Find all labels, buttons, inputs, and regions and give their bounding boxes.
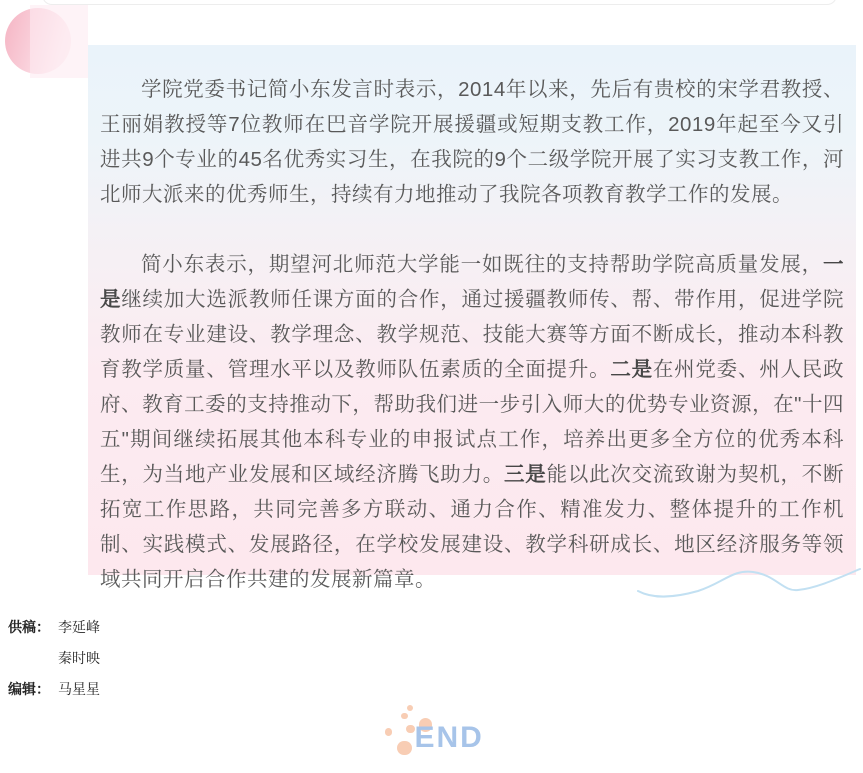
article-paragraph (100, 247, 844, 597)
credit-name: 秦时映 (58, 650, 100, 666)
end-marker-inner (367, 695, 497, 773)
paragraph-text: 在州党委、州人民政府、教育工委的支持推动下，帮助我们进一步引入师大的优势专业资源，在"十四五"期间继续拓展其他本科专业的申报试点工作，培养出更多全方位的优秀本科生，为当地产业发展和区域经济腾飞助力。 (100, 358, 845, 486)
credit-line (8, 612, 100, 643)
paragraph-text: 继续加大选派教师任课方面的合作，通过援疆教师传、帮、带作用，促进学院教师在专业建设、教学理念、教学规范、技能大赛等方面不断成长，推动本科教育教学质量、管理水平以及教师队伍素质的全面提升。 (100, 288, 844, 381)
pink-square-decoration (30, 5, 88, 78)
article-body (88, 45, 856, 591)
end-marker (0, 695, 863, 773)
credit-line (8, 643, 100, 674)
peach-dot-decoration (401, 713, 408, 720)
previous-block-edge (42, 0, 837, 5)
credit-name: 马星星 (58, 681, 100, 697)
bold-list-marker: 三是 (504, 463, 547, 486)
paragraph-text: 能以此次交流致谢为契机，不断拓宽工作思路，共同完善多方联动、通力合作、精准发力、整体提升的工作机制、实践模式、发展路径，在学校发展建设、教学科研成长、地区经济服务等领域共同开启合作共建的发展新篇章。 (100, 463, 845, 591)
credit-name: 李延峰 (58, 619, 100, 635)
paragraph-text: 学院党委书记简小东发言时表示，2014年以来，先后有贵校的宋学君教授、王丽娟教授等7位教师在巴音学院开展援疆或短期支教工作，2019年起至今又引进共9个专业的45名优秀实习生，在我院的9个二级学院开展了实习支教工作，河北师大派来的优秀师生，持续有力地推动了我院各项教育教学工作的发展。 (100, 78, 844, 206)
wave-decoration (618, 556, 863, 604)
end-label: END (414, 721, 484, 754)
credit-label: 编辑： (8, 681, 50, 697)
peach-dot-decoration (407, 705, 413, 711)
peach-dot-decoration (406, 725, 415, 734)
bold-list-marker: 一是 (100, 253, 844, 311)
paragraph-text: 简小东表示，期望河北师范大学能一如既往的支持帮助学院高质量发展， (141, 253, 823, 276)
peach-dot-decoration (385, 728, 392, 735)
peach-dot-decoration (397, 741, 412, 756)
credits (8, 612, 100, 705)
credit-label: 供稿： (8, 619, 50, 635)
bold-list-marker: 二是 (610, 358, 653, 381)
article-paragraph (100, 72, 844, 212)
